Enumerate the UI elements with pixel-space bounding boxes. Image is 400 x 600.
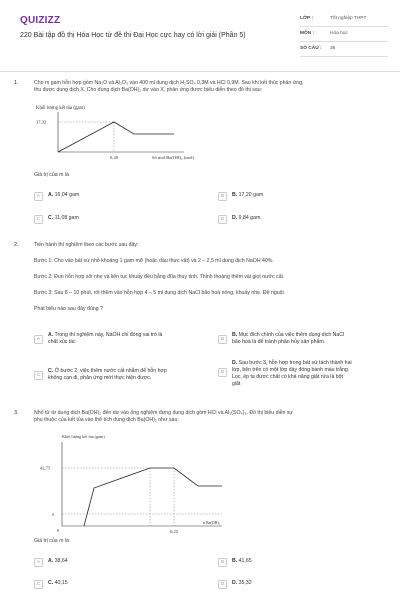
option-letter: A: [34, 192, 43, 201]
question-text: phụ thuộc của kết tủa vào thể tích dung dịch Ba(OH)₂ như sau:: [34, 417, 179, 424]
option-text: D. Sau bước 3, hỗn hợp trong bát sứ tách thành hai lớp, bên trên có một lớp dày đóng bánh màu trắng. Lọc, ép ta được chất có khả năng giặt rửa là bột giặt: [232, 360, 352, 388]
option-letter: C: [34, 215, 43, 224]
option-d[interactable]: [218, 215, 262, 224]
question-text: thu được dung dịch X. Cho dung dịch Ba(OH)₂ dư vào X, phản ứng được biểu diễn theo đồ thị sau:: [34, 87, 263, 94]
option-c[interactable]: [34, 368, 216, 382]
meta-value: Hóa học: [330, 30, 348, 36]
option-letter: A: [34, 335, 43, 344]
question-body: [34, 410, 386, 424]
option-d[interactable]: [218, 360, 386, 388]
option-text: C. Ở bước 2, việc thêm nước cất nhằm để hỗn hợp không cạn đi, phản ứng mới thực hiện được.: [48, 368, 167, 382]
q3-graph: [38, 432, 238, 534]
option-b[interactable]: [218, 192, 263, 201]
graph-ylabel: Khối lượng kết tủa (gam): [62, 434, 105, 439]
graph-xtick: 0,25: [170, 529, 179, 534]
option-text: B. 41,65: [232, 558, 252, 564]
page-title: 220 Bài tập đồ thị Hóa Học từ đề thi Đại Học cực hay có lời giải (Phần 5): [20, 32, 246, 39]
option-a[interactable]: [34, 332, 216, 346]
question-body: [34, 80, 386, 94]
option-letter: D: [218, 368, 227, 377]
meta-row-class: [300, 12, 388, 27]
question-text: Nhỏ từ từ dung dịch Ba(OH)₂ đến dư vào ống nghiệm đựng dung dịch gồm HCl và Al₂(SO₄)₃. Đồ thị biểu diễn sự: [34, 410, 293, 416]
question-body: [34, 242, 386, 313]
question-text: Cho m gam hỗn hợp gồm Na₂O và Al₂O₃ vào 400 ml dung dịch H₂SO₄ 0,3M và HCl 0,9M. Sau khi kết thúc phản ứng,: [34, 80, 304, 86]
option-letter: D: [218, 580, 227, 589]
meta-key: SỐ CÂU :: [300, 45, 322, 51]
graph-origin: 0: [57, 528, 60, 533]
option-c[interactable]: [34, 215, 79, 224]
question-number: 2.: [14, 242, 19, 248]
graph-xtick: 0,28: [110, 155, 119, 160]
option-text: D. 9,84 gam.: [232, 215, 262, 221]
question-ask: Giá trị của m là: [34, 172, 69, 178]
option-text: C. 11,08 gam: [48, 215, 79, 221]
meta-row-count: [300, 42, 388, 57]
option-text: A. Trong thí nghiệm này, NaOH chỉ đóng vai trò là chất xúc tác: [48, 332, 163, 346]
option-text: A. 38,64: [48, 558, 68, 564]
question-number: 1.: [14, 80, 19, 86]
option-text: B. Mục đích chính của việc thêm dung dịch NaCl bão hoà là để tránh phân hủy sản phẩm.: [232, 332, 345, 346]
graph-ytick: 37,32: [36, 119, 47, 125]
question-ask: Giá trị của m là: [34, 538, 69, 544]
meta-table: [300, 12, 388, 57]
option-letter: B: [218, 335, 227, 344]
graph-ytick-bottom: a: [52, 511, 55, 517]
option-b[interactable]: [218, 332, 386, 346]
option-letter: B: [218, 558, 227, 567]
step-1: Bước 1: Cho vào bát sứ nhỏ khoảng 1 gam mỡ (hoặc dầu thực vật) và 2 – 2,5 ml dung dịch NaOH 40%.: [34, 258, 274, 265]
option-letter: C: [34, 371, 43, 380]
meta-key: MÔN :: [300, 30, 315, 36]
option-a[interactable]: [34, 558, 68, 567]
page-header: [0, 0, 400, 72]
step-2: Bước 2: Đun hỗn hợp sôi nhẹ và liên tục khuấy đều bằng đũa thuỷ tinh. Thỉnh thoảng thêm vài giọt nước cất.: [34, 274, 285, 281]
meta-value: Tốt nghiệp THPT: [330, 15, 367, 21]
question-1: [14, 80, 386, 232]
step-3: Bước 3: Sau 8 – 10 phút, rót thêm vào hỗn hợp 4 – 5 ml dung dịch NaCl bão hoà nóng, khuấy nhẹ. Để nguội.: [34, 290, 286, 297]
option-text: A. 16,04 gam: [48, 192, 80, 198]
option-c[interactable]: [34, 580, 68, 589]
option-a[interactable]: [34, 192, 79, 201]
graph-ytick-top: 42,75: [40, 465, 51, 471]
graph-ylabel: Khối lượng kết tủa (gam): [36, 106, 85, 111]
option-d[interactable]: [218, 580, 252, 589]
question-ask: Phát biểu nào sau đây đúng ?: [34, 306, 103, 313]
question-2: [14, 242, 386, 402]
meta-row-subject: [300, 27, 388, 42]
option-letter: D: [218, 215, 227, 224]
quizizz-logo: QUIZIZZ: [20, 15, 61, 26]
graph-xlabel: n Ba(OH)₂: [203, 520, 221, 525]
option-text: B. 17,20 gam: [232, 192, 264, 198]
option-text: C. 40,15: [48, 580, 68, 586]
option-letter: A: [34, 558, 43, 567]
option-b[interactable]: [218, 558, 252, 567]
question-number: 3.: [14, 410, 19, 416]
option-letter: B: [218, 192, 227, 201]
question-text: Tiến hành thí nghiệm theo các bước sau đây:: [34, 242, 139, 248]
meta-key: LỚP :: [300, 15, 314, 21]
option-letter: C: [34, 580, 43, 589]
q1-graph: [34, 104, 214, 162]
option-text: D. 35,32: [232, 580, 252, 586]
graph-xlabel: Số mol Ba(OH)₂ (mol): [152, 155, 195, 160]
question-3: [14, 410, 386, 596]
meta-value: 36: [330, 45, 336, 51]
